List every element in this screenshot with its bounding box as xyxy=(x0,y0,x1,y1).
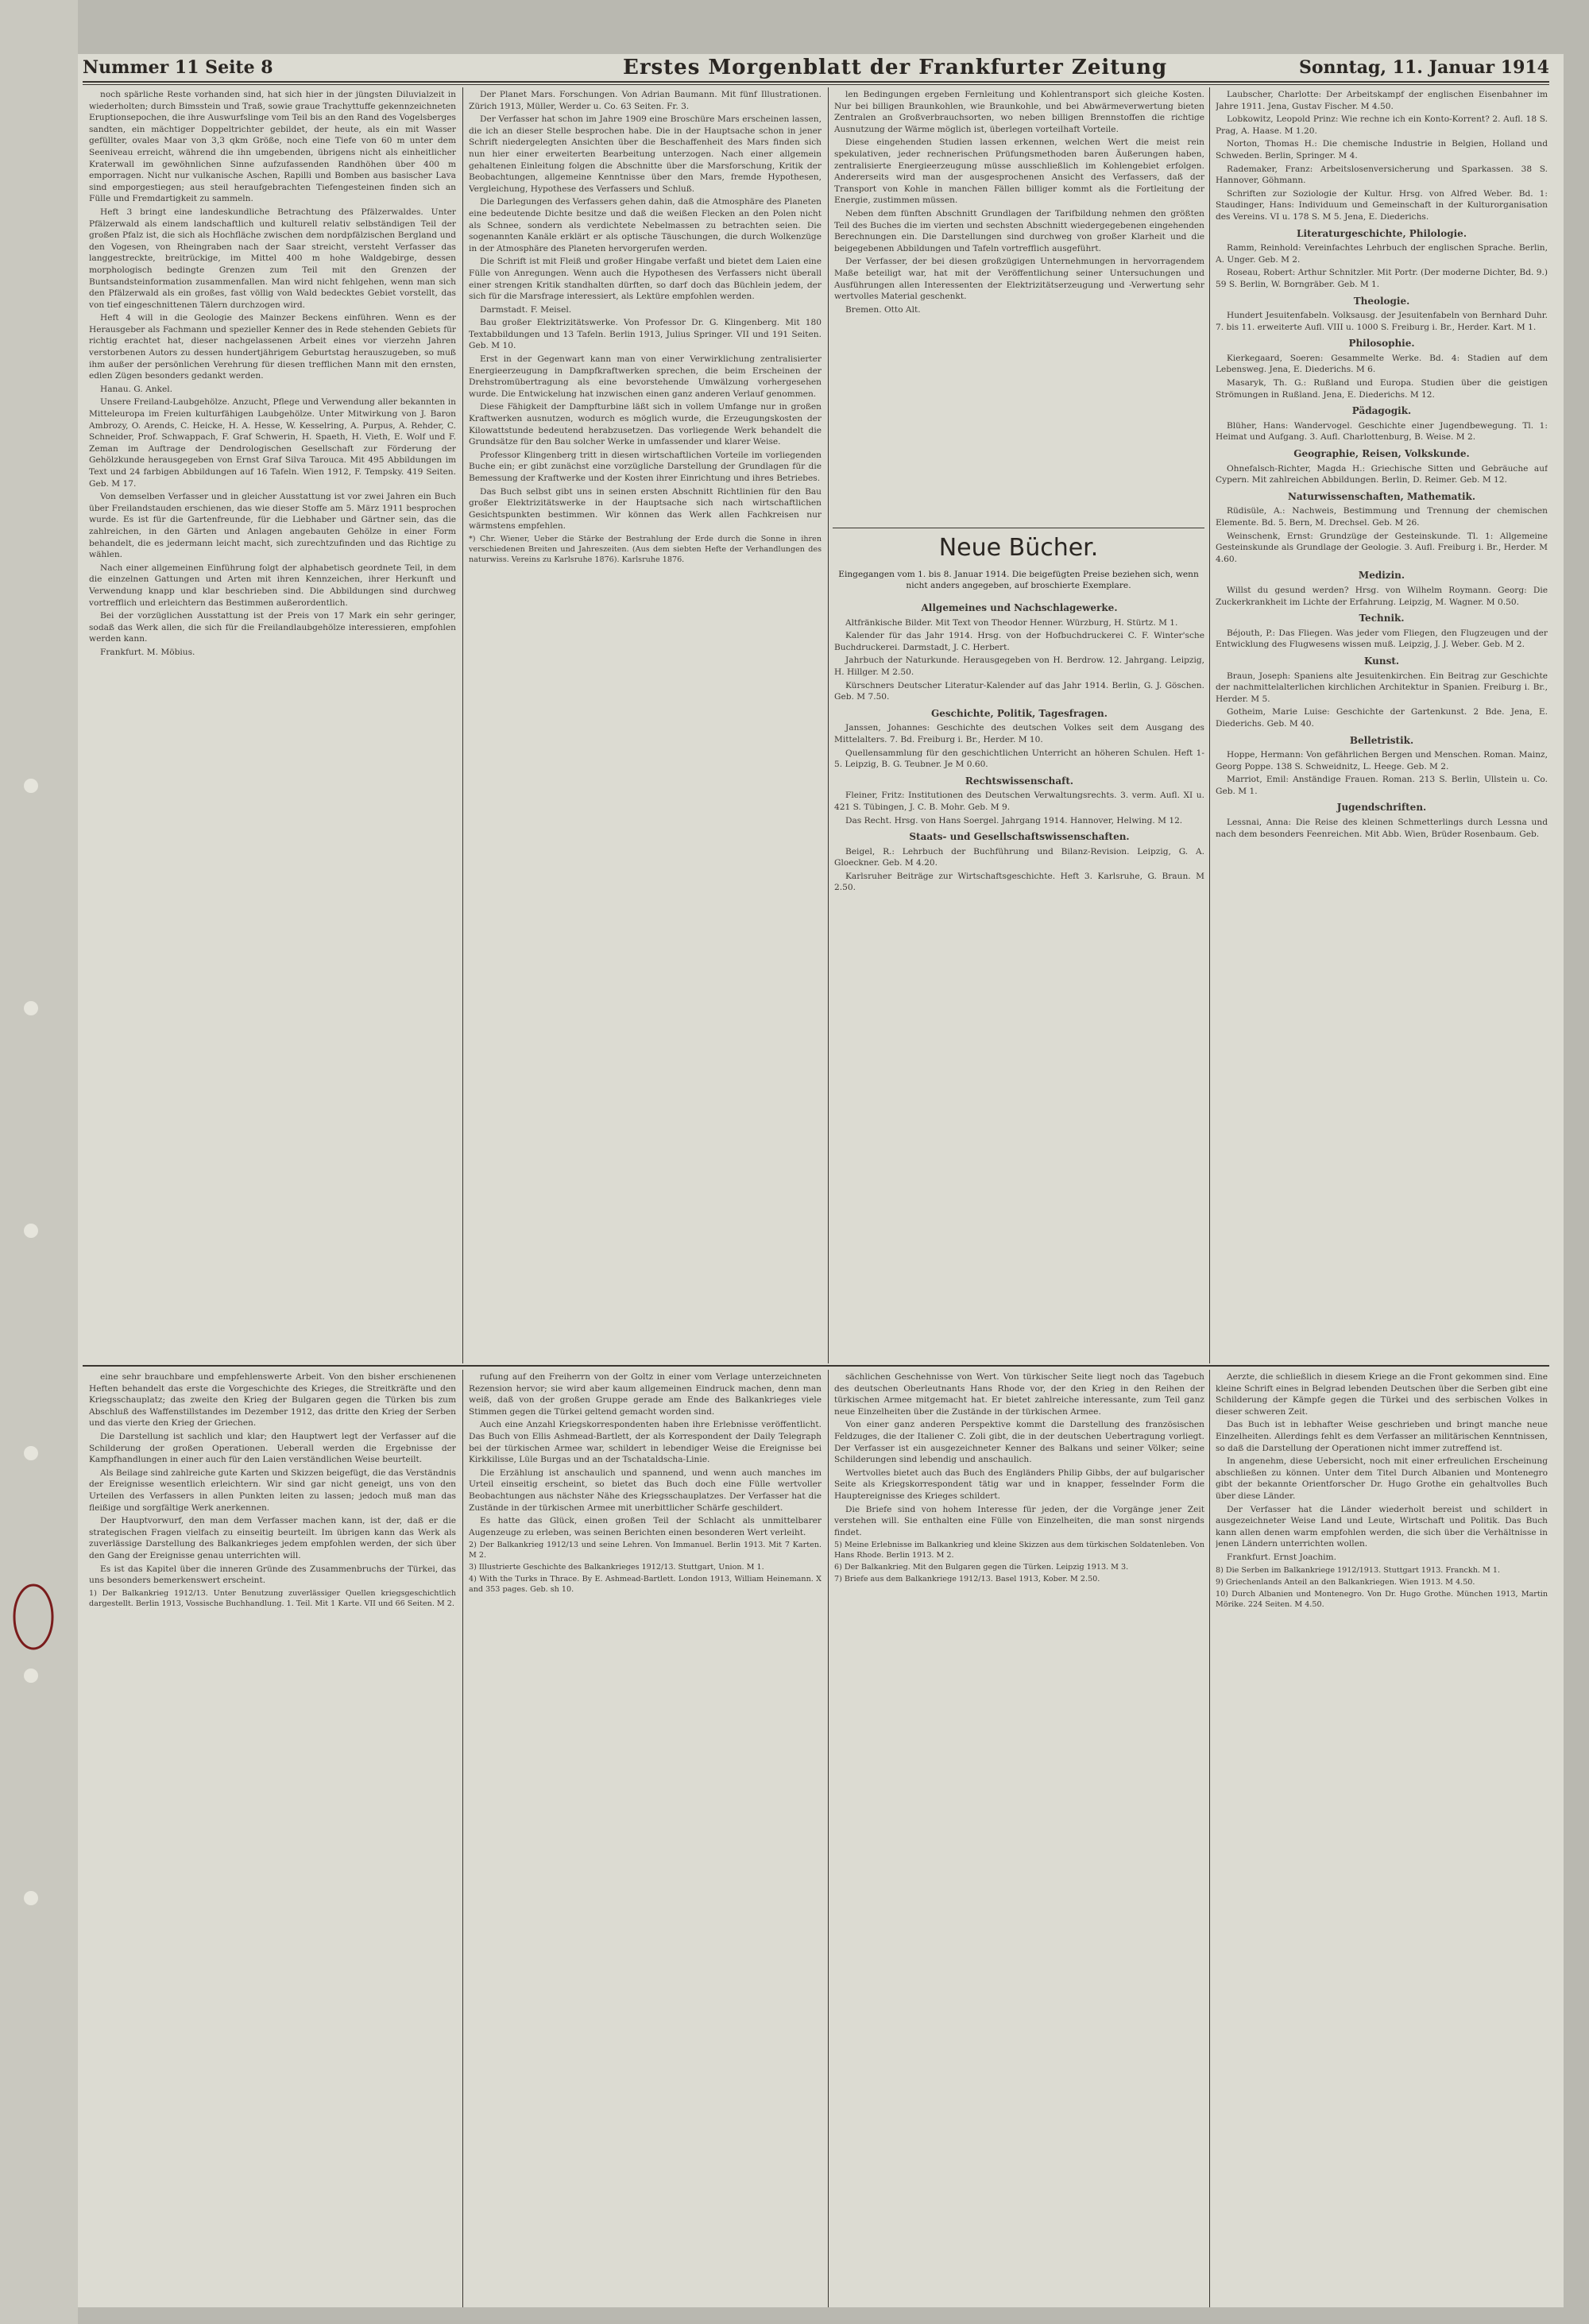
paragraph: Heft 4 will in die Geologie des Mainzer Beckens einführen. Wenn es der Herausgeber als Fachmann und spezieller Kenner des in Rede stehenden Gebiets für richtig erachtet hat, dieser nachgelassenen Arbeit eines vor vierzehn Jahren verstorbenen Autors zu dessen hundertjährigem Geburtstag herauszugeben, so muß ihm außer der persönlichen Verehrung für diesen trefflichen Mann mit den ernsten, edlen Zügen besonders gedankt werden. xyxy=(89,313,456,381)
section-heading: Jugendschriften. xyxy=(1336,802,1427,814)
column-divider xyxy=(1209,87,1210,1363)
newspaper-title: Erstes Morgenblatt der Frankfurter Zeitung xyxy=(623,56,1168,79)
paragraph: Schriften zur Soziologie der Kultur. Hrsg. von Alfred Weber. Bd. 1: Staudinger, Hans: Individuum und Gemeinschaft in der Kulturorganisation des Vereins. VI u. 178 S. M 5. Jena, E. Diederichs. xyxy=(1216,188,1548,222)
footnote: 3) Illustrierte Geschichte des Balkankrieges 1912/13. Stuttgart, Union. M 1. xyxy=(469,1563,764,1572)
paragraph: Quellensammlung für den geschichtlichen Unterricht an höheren Schulen. Heft 1-5. Leipzig, B. G. Teubner. Je M 0.60. xyxy=(834,748,1204,770)
column-2 xyxy=(469,89,822,1360)
section-heading: Geographie, Reisen, Volkskunde. xyxy=(1293,448,1470,460)
paragraph: Hundert Jesuitenfabeln. Volksausg. der Jesuitenfabeln von Bernhard Duhr. 7. bis 11. erweiterte Aufl. VIII u. 1000 S. Freiburg i. Br., Herder. Kart. M 1. xyxy=(1216,311,1548,332)
paragraph: In angenehm, diese Uebersicht, noch mit einer erfreulichen Erscheinung abschließen zu können. Unter dem Titel Durch Albanien und Montenegro gibt der bekannte Orientforscher Dr. Hugo Grothe ein gehaltvolles Buch über diese Länder. xyxy=(1216,1456,1548,1501)
masthead-rule xyxy=(83,81,1549,83)
paragraph: Erst in der Gegenwart kann man von einer Verwirklichung zentralisierter Energieerzeugung in Dampfkraftwerken sprechen, die beim Erscheinen der Drehstromübertragung als eine bevorstehende Umwälzung vorhergesehen wurde. Die Entwickelung hat inzwischen einen ganz anderen Verlauf genommen. xyxy=(469,354,822,399)
paragraph: eine sehr brauchbare und empfehlenswerte Arbeit. Von den bisher erschienenen Heften behandelt das erste die Vorgeschichte des Krieges, die Streitkräfte und den Kriegsschauplatz; das zweite den Krieg der Bulgaren gegen die Türken bis zum Abschluß des Waffenstillstandes im Dezember 1912, das dritte den Krieg der Serben und das vierte den Krieg der Griechen. xyxy=(89,1372,456,1429)
paragraph: Béjouth, P.: Das Fliegen. Was jeder vom Fliegen, den Flugzeugen und der Entwicklung des Flugwesens wissen muß. Leipzig, J. J. Weber. Geb. M 2. xyxy=(1216,628,1548,650)
paragraph: len Bedingungen ergeben Fernleitung und Kohlentransport sich gleiche Kosten. Nur bei billigen Braunkohlen, wie Braunkohle, und bei Abwärmeverwertung bieten Zentralen an Großverbrauchsorten, wo neben billigen Brennstoffen die richtige Ausnutzung der Wärme möglich ist, überlegen vorteilhaft Vorteile. xyxy=(834,90,1204,134)
paragraph: Kürschners Deutscher Literatur-Kalender auf das Jahr 1914. Berlin, G. J. Göschen. Geb. M 7.50. xyxy=(834,680,1204,702)
section-rule xyxy=(83,1365,1549,1367)
paragraph: Kalender für das Jahr 1914. Hrsg. von der Hofbuchdruckerei C. F. Winter'sche Buchdruckerei. Darmstadt, J. C. Herbert. xyxy=(834,631,1204,652)
binding-hole xyxy=(24,1891,38,1905)
section-heading: Philosophie. xyxy=(1348,338,1415,350)
paragraph: Frankfurt. Ernst Joachim. xyxy=(1227,1552,1336,1562)
paragraph: Rademaker, Franz: Arbeitslosenversicherung und Sparkassen. 38 S. Hannover, Göhmann. xyxy=(1216,164,1548,186)
paragraph: Karlsruher Beiträge zur Wirtschaftsgeschichte. Heft 3. Karlsruhe, G. Braun. M 2.50. xyxy=(834,871,1204,893)
section-heading: Medizin. xyxy=(1358,570,1405,582)
footnote: 7) Briefe aus dem Balkankriege 1912/13. Basel 1913, Kober. M 2.50. xyxy=(834,1575,1100,1584)
section-heading: Technik. xyxy=(1359,613,1405,625)
paragraph: Hoppe, Hermann: Von gefährlichen Bergen und Menschen. Roman. Mainz, Georg Poppe. 138 S. Schweidnitz, L. Heege. Geb. M 2. xyxy=(1216,750,1548,771)
binding-edge xyxy=(0,0,78,2324)
paragraph: Ohnefalsch-Richter, Magda H.: Griechische Sitten und Gebräuche auf Cypern. Mit zahlreichen Abbildungen. Berlin, D. Reimer. Geb. M 12. xyxy=(1216,463,1548,485)
paragraph: Rüdisüle, A.: Nachweis, Bestimmung und Trennung der chemischen Elemente. Bd. 5. Bern, M. Drechsel. Geb. M 26. xyxy=(1216,506,1548,528)
bottom-column-3 xyxy=(834,1371,1204,2301)
paragraph: Unsere Freiland-Laubgehölze. Anzucht, Pflege und Verwendung aller bekannten in Mitteleuropa im Freien kulturfähigen Laubgehölze. Unter Mitwirkung von J. Baron Ambrozy, O. Arends, C. Heicke, H. A. Hesse, W. Kesselring, A. Purpus, A. Rehder, C. Schneider, Prof. Schwappach, F. Graf Schwerin, H. Spaeth, H. Vieth, E. Wolf und F. Zeman im Auftrage der Dendrologischen Gesellschaft zur Förderung der Gehölzkunde herausgegeben von Ernst Graf Silva Tarouca. Mit 495 Abbildungen im Text und 24 farbigen Abbildungen auf 16 Tafeln. Wien 1912, F. Tempsky. 419 Seiten. Geb. M 17. xyxy=(89,397,456,489)
masthead-rule-thin xyxy=(83,84,1549,85)
footnote: 6) Der Balkankrieg. Mit den Bulgaren gegen die Türken. Leipzig 1913. M 3. xyxy=(834,1563,1129,1572)
paragraph: Kierkegaard, Soeren: Gesammelte Werke. Bd. 4: Stadien auf dem Lebensweg. Jena, E. Diederichs. M 6. xyxy=(1216,353,1548,375)
paragraph: Neben dem fünften Abschnitt Grundlagen der Tarifbildung nehmen den größten Teil des Buches die im vierten und sechsten Abschnitt wiedergegebenen eingehenden Berechnungen ein. Die Darstellungen sind durchweg von großer Klarheit und die beigegebenen Abbildungen und Tafeln vortrefflich ausgeführt. xyxy=(834,208,1204,253)
paragraph: Die Darstellung ist sachlich und klar; den Hauptwert legt der Verfasser auf die Schilderung der großen Operationen. Ueberall werden die Ergebnisse der Kampfhandlungen in einer auch für den Laien verständlichen Weise beurteilt. xyxy=(89,1431,456,1465)
paragraph: Jahrbuch der Naturkunde. Herausgegeben von H. Berdrow. 12. Jahrgang. Leipzig, H. Hillger. M 2.50. xyxy=(834,655,1204,677)
paragraph: Bei der vorzüglichen Ausstattung ist der Preis von 17 Mark ein sehr geringer, sodaß das Werk allen, die sich für die Freilandlaubgehölze interessieren, empfohlen werden kann. xyxy=(89,611,456,644)
paragraph: Gotheim, Marie Luise: Geschichte der Gartenkunst. 2 Bde. Jena, E. Diederichs. Geb. M 40. xyxy=(1216,707,1548,729)
paragraph: Marriot, Emil: Anständige Frauen. Roman. 213 S. Berlin, Ullstein u. Co. Geb. M 1. xyxy=(1216,775,1548,796)
footnote: 1) Der Balkankrieg 1912/13. Unter Benutzung zuverlässiger Quellen kriegsgeschichtlich dargestellt. Berlin 1913, Vossische Buchhandlung. 1. Teil. Mit 1 Karte. VII und 66 Seiten. M 2. xyxy=(89,1588,456,1608)
library-stamp-icon xyxy=(10,1581,57,1653)
section-heading: Pädagogik. xyxy=(1351,405,1412,417)
column-1 xyxy=(89,89,456,1360)
paragraph: Bau großer Elektrizitätswerke. Von Professor Dr. G. Klingenberg. Mit 180 Textabbildungen und 13 Tafeln. Berlin 1913, Julius Springer. VII und 191 Seiten. Geb. M 10. xyxy=(469,318,822,351)
paragraph: Auch eine Anzahl Kriegskorrespondenten haben ihre Erlebnisse veröffentlicht. Das Buch von Ellis Ashmead-Bartlett, der als Korrespondent der Daily Telegraph bei der türkischen Armee war, schildert in lebendiger Weise die Ereignisse bei Kirkkilisse, Lüle Burgas und an der Tschataldscha-Linie. xyxy=(469,1420,822,1465)
issue-number: Nummer 11 Seite 8 xyxy=(83,57,273,78)
paragraph: Das Recht. Hrsg. von Hans Soergel. Jahrgang 1914. Hannover, Helwing. M 12. xyxy=(845,815,1183,826)
paragraph: Das Buch ist in lebhafter Weise geschrieben und bringt manche neue Einzelheiten. Allerdings fehlt es dem Verfasser an militärischen Kenntnissen, so daß die Darstellung der Operationen nicht immer zutreffend ist. xyxy=(1216,1420,1548,1453)
paragraph: Es hatte das Glück, einen großen Teil der Schlacht als unmittelbarer Augenzeuge zu erleben, was seinen Berichten einen besonderen Wert verleiht. xyxy=(469,1516,822,1537)
issue-date: Sonntag, 11. Januar 1914 xyxy=(1299,57,1549,78)
paragraph: Braun, Joseph: Spaniens alte Jesuitenkirchen. Ein Beitrag zur Geschichte der nachmittelalterlichen kirchlichen Architektur in Spanien. Freiburg i. Br., Herder. M 5. xyxy=(1216,671,1548,704)
column-divider xyxy=(828,87,829,1363)
paragraph: Masaryk, Th. G.: Rußland und Europa. Studien über die geistigen Strömungen in Rußland. Jena, E. Diederichs. M 12. xyxy=(1216,378,1548,400)
paragraph: noch spärliche Reste vorhanden sind, hat sich hier in der jüngsten Diluvialzeit in wiederholten; durch Bimsstein und Traß, sowie graue Trachyttuffe gekennzeichneten Eruptionsepochen, die ihre Auswurfslinge vom Teil bis an den Rand des Vogelsberges sandten, ein mächtiger Doppeltrichter gebildet, der heute, als ein mit Wasser gefüllter, ovales Maar von 3,3 qkm Größe, noch eine Tiefe von 60 m unter dem Seeniveau erreicht, während die ihn umgebenden, übrigens nicht als einheitlicher Kraterwall im gewöhnlichen Sinne aufzufassenden Randhöhen über 400 m emporragen. Nicht nur vulkanische Aschen, Rapilli und Bomben aus basischer Lava sind emporgestiegen; aus steil heraufgebrachten Tiefengesteinen finden sich an Fülle und Fremdartigkeit zu sammeln. xyxy=(89,90,456,204)
section-heading: Kunst. xyxy=(1363,655,1400,667)
paragraph: Norton, Thomas H.: Die chemische Industrie in Belgien, Holland und Schweden. Berlin, Springer. M 4. xyxy=(1216,139,1548,160)
footnote: 8) Die Serben im Balkankriege 1912/1913. Stuttgart 1913. Franckh. M 1. xyxy=(1216,1565,1501,1575)
paragraph: Das Buch selbst gibt uns in seinen ersten Abschnitt Richtlinien für den Bau großer Elektrizitätswerke in der Hauptsache sich nach wirtschaftlichen Gesichtspunkten bestimmen. Wir können das Werk allen Fachkreisen nur wärmstens empfehlen. xyxy=(469,486,822,532)
bottom-column-1 xyxy=(89,1371,456,2301)
paragraph: Beigel, R.: Lehrbuch der Buchführung und Bilanz-Revision. Leipzig, G. A. Gloeckner. Geb. M 4.20. xyxy=(834,846,1204,868)
section-heading: Naturwissenschaften, Mathematik. xyxy=(1287,490,1476,502)
paragraph: Die Darlegungen des Verfassers gehen dahin, daß die Atmosphäre des Planeten eine bedeutende Dichte besitze und daß die weißen Flecken an den Polen nicht als Schnee, sondern als verdichtete Nebelmassen zu betrachten seien. Die sogenannten Kanäle erklärt er als optische Täuschungen, die durch Wolkenzüge in der Atmosphäre des Planeten hervorgerufen werden. xyxy=(469,197,822,253)
paragraph: Die Schrift ist mit Fleiß und großer Hingabe verfaßt und bietet dem Laien eine Fülle von Anregungen. Wenn auch die Hypothesen des Verfassers nicht überall einer strengen Kritik standhalten dürften, so darf doch das Büchlein jedem, der sich für die Marsfrage interessiert, als Lektüre empfohlen werden. xyxy=(469,257,822,302)
paragraph: Die Briefe sind von hohem Interesse für jeden, der die Vorgänge jener Zeit verstehen will. Sie enthalten eine Fülle von Einzelheiten, die man sonst nirgends findet. xyxy=(834,1504,1204,1537)
binding-hole xyxy=(24,779,38,793)
paragraph: Die Erzählung ist anschaulich und spannend, und wenn auch manches im Urteil einseitig erscheint, so bietet das Buch doch eine Fülle wertvoller Beobachtungen aus nächster Nähe des Kriegsschauplatzes. Der Verfasser hat die Zustände in der türkischen Armee mit unerbittlicher Schärfe geschildert. xyxy=(469,1467,822,1513)
paragraph: Janssen, Johannes: Geschichte des deutschen Volkes seit dem Ausgang des Mittelalters. 7. Bd. Freiburg i. Br., Herder. M 10. xyxy=(834,723,1204,744)
neue-buecher-heading: Neue Bücher. xyxy=(938,534,1099,562)
footnote: 10) Durch Albanien und Montenegro. Von Dr. Hugo Grothe. München 1913, Martin Mörike. 224 Seiten. M 4.50. xyxy=(1216,1589,1548,1609)
paragraph: Blüher, Hans: Wandervogel. Geschichte einer Jugendbewegung. Tl. 1: Heimat und Aufgang. 3. Aufl. Charlottenburg, B. Weise. M 2. xyxy=(1216,420,1548,443)
paragraph: sächlichen Geschehnisse von Wert. Von türkischer Seite liegt noch das Tagebuch des deutschen Oberleutnants Hans Rhode vor, der den Krieg in den Reihen der türkischen Armee mitgemacht hat. Er bietet zahlreiche interessante, zum Teil ganz neue Einzelheiten über die Zustände in der türkischen Armee. xyxy=(834,1372,1204,1417)
paragraph: Hanau. G. Ankel. xyxy=(100,384,172,394)
section-heading: Geschichte, Politik, Tagesfragen. xyxy=(931,707,1108,719)
paragraph: Der Planet Mars. Forschungen. Von Adrian Baumann. Mit fünf Illustrationen. Zürich 1913, Müller, Werder u. Co. 63 Seiten. Fr. 3. xyxy=(469,90,822,111)
section-heading: Belletristik. xyxy=(1349,734,1414,746)
paragraph: Diese eingehenden Studien lassen erkennen, welchen Wert die meist rein spekulativen, jeder rechnerischen Prüfungsmethoden baren Äußerungen haben, zentralisierte Energieerzeugung müsse ausschließlich im Kohlengebiet erfolgen. Andererseits wird man der ausgesprochenen Ansicht des Verfassers, daß der Transport von Kohle in manchen Fällen billiger kommt als die Fortleitung der Energie, zustimmen müssen. xyxy=(834,137,1204,206)
binding-hole xyxy=(24,1224,38,1238)
paragraph: Nach einer allgemeinen Einführung folgt der alphabetisch geordnete Teil, in dem die einzelnen Gattungen und Arten mit ihren Kennzeichen, ihrer Herkunft und Verwendung knapp und klar beschrieben sind. Die Abbildungen sind durchweg vortrefflich und erleichtern das Bestimmen außerordentlich. xyxy=(89,563,456,608)
binding-hole xyxy=(24,1669,38,1683)
paragraph: Heft 3 bringt eine landeskundliche Betrachtung des Pfälzerwaldes. Unter Pfälzerwald als einem landschaftlich und kulturell relativ selbständigen Teil der großen Pfalz ist, die sich als Hochfläche zwischen dem nordpfälzischen Bergland und den Vogesen, von Rheingraben nach der Saar streicht, versteht Verfasser das langgestreckte, breitrückige, im Mittel 400 m hohe Waldgebirge, dessen morphologisch bedingte Grenzen zum Teil mit den Grenzen der Buntsandsteinformation zusammenfallen. Man wird nicht fehlgehen, wenn man sich den Pfälzerwald als ein großes, fast völlig von Wald bedecktes Gebiet vorstellt, das von tief eingeschnittenen Tälern durchzogen wird. xyxy=(89,207,456,310)
paragraph: Lobkowitz, Leopold Prinz: Wie rechne ich ein Konto-Korrent? 2. Aufl. 18 S. Prag, A. Haase. M 1.20. xyxy=(1216,114,1548,136)
paragraph: Von einer ganz anderen Perspektive kommt die Darstellung des französischen Feldzuges, die der Italiener C. Zoli gibt, die in der deutschen Uebertragung vorliegt. Der Verfasser ist ein ausgezeichneter Kenner des Balkans und seiner Völker; seine Schilderungen sind lebendig und anschaulich. xyxy=(834,1420,1204,1465)
paragraph: Ramm, Reinhold: Vereinfachtes Lehrbuch der englischen Sprache. Berlin, A. Unger. Geb. M 2. xyxy=(1216,243,1548,265)
section-heading: Staats- und Gesellschaftswissenschaften. xyxy=(909,831,1130,843)
binding-hole xyxy=(24,1446,38,1460)
section-heading: Rechtswissenschaft. xyxy=(965,775,1074,787)
paragraph: Von demselben Verfasser und in gleicher Ausstattung ist vor zwei Jahren ein Buch über Freilandstauden erschienen, das wie dieser Stoffe am 5. März 1911 besprochen wurde. Es ist für die Gartenfreunde, für die Liebhaber und Gärtner sein, das die zahlreichen, in den Gärten und Anlagen angebauten Gehölze in einer Form behandelt, die es jedermann leicht macht, sich zurechtzufinden und das Richtige zu wählen. xyxy=(89,492,456,560)
masthead xyxy=(83,57,1549,81)
footnote: 2) Der Balkankrieg 1912/13 und seine Lehren. Von Immanuel. Berlin 1913. Mit 7 Karten. M 2. xyxy=(469,1541,822,1560)
binding-hole xyxy=(24,1001,38,1015)
footnote: *) Chr. Wiener, Ueber die Stärke der Bestrahlung der Erde durch die Sonne in ihren verschiedenen Breiten und Jahreszeiten. (Aus dem siebten Hefte der Verhandlungen des naturwiss. Vereins zu Karlsruhe 1876). Karlsruhe 1876. xyxy=(469,534,822,564)
column-3-top xyxy=(834,89,1204,524)
paragraph: Altfränkische Bilder. Mit Text von Theodor Henner. Würzburg, H. Stürtz. M 1. xyxy=(845,617,1178,628)
paragraph: Frankfurt. M. Möbius. xyxy=(100,647,195,657)
paragraph: Darmstadt. F. Meisel. xyxy=(480,304,572,315)
paragraph: Fleiner, Fritz: Institutionen des Deutschen Verwaltungsrechts. 3. verm. Aufl. XI u. 421 S. Tübingen, J. C. B. Mohr. Geb. M 9. xyxy=(834,791,1204,812)
paragraph: Laubscher, Charlotte: Der Arbeitskampf der englischen Eisenbahner im Jahre 1911. Jena, Gustav Fischer. M 4.50. xyxy=(1216,90,1548,111)
column-divider xyxy=(462,87,463,1363)
column-4-listings xyxy=(1216,89,1548,1360)
bottom-column-4 xyxy=(1216,1371,1548,2301)
column-3-listings xyxy=(834,597,1204,1360)
footnote: 9) Griechenlands Anteil an den Balkankriegen. Wien 1913. M 4.50. xyxy=(1216,1577,1475,1587)
paragraph: Der Hauptvorwurf, den man dem Verfasser machen kann, ist der, daß er die strategischen Fragen vielfach zu einseitig beurteilt. Im übrigen kann das Werk als zuverlässige Darstellung des Balkankrieges jedem empfohlen werden, der sich über den Gang der Ereignisse genau unterrichten will. xyxy=(89,1516,456,1560)
paragraph: Weinschenk, Ernst: Grundzüge der Gesteinskunde. Tl. 1: Allgemeine Gesteinskunde als Grundlage der Geologie. 3. Aufl. Freiburg i. Br., Herder. M 4.60. xyxy=(1216,531,1548,564)
paragraph: Willst du gesund werden? Hrsg. von Wilhelm Roymann. Georg: Die Zuckerkrankheit im Lichte der Erfahrung. Leipzig, M. Wagner. M 0.50. xyxy=(1216,585,1548,607)
paragraph: Lessnai, Anna: Die Reise des kleinen Schmetterlings durch Lessna und nach dem besonders Feenreichen. Mit Abb. Wien, Brüder Rosenbaum. Geb. xyxy=(1216,818,1548,839)
paragraph: Der Verfasser, der bei diesen großzügigen Unternehmungen in hervorragendem Maße beteiligt war, hat mit der Veröffentlichung seiner Untersuchungen und Ausführungen allen Interessenten der Elektrizitätserzeugung und -Verwertung sehr wertvolles Material geschenkt. xyxy=(834,257,1204,302)
column-divider xyxy=(462,1370,463,2307)
column-divider xyxy=(828,1370,829,2307)
footnote: 5) Meine Erlebnisse im Balkankrieg und kleine Skizzen aus dem türkischen Soldatenleben. Von Hans Rhode. Berlin 1913. M 2. xyxy=(834,1541,1204,1560)
paragraph: Diese Fähigkeit der Dampfturbine läßt sich in vollem Umfange nur in großen Kraftwerken ausnutzen, wodurch es möglich wurde, die Erzeugungskosten der Kilowattstunde bedeutend herabzusetzen. Das vorliegende Werk behandelt die Grundsätze für den Bau solcher Werke in umfassender und klarer Weise. xyxy=(469,402,822,447)
paragraph: Professor Klingenberg tritt in diesen wirtschaftlichen Vorteile im vorliegenden Buche ein; er gibt zunächst eine vorzügliche Darstellung der Grundlagen für die Bemessung der Kraftwerke und der Kosten ihrer Einrichtung und ihres Betriebes. xyxy=(469,450,822,483)
paragraph: Roseau, Robert: Arthur Schnitzler. Mit Portr. (Der moderne Dichter, Bd. 9.) 59 S. Berlin, W. Borngräber. Geb. M 1. xyxy=(1216,268,1548,289)
paragraph: Der Verfasser hat schon im Jahre 1909 eine Broschüre Mars erscheinen lassen, die ich an dieser Stelle besprochen habe. Die in der Hauptsache schon in jener Schrift niedergelegten Ansichten über die Beschaffenheit des Mars finden sich nun hier einer erweiterten Bearbeitung unterzogen. Nach einer allgemein gehaltenen Einleitung folgen die Abschnitte über die Marsforschung, Kritik der Beobachtungen, allgemeine Kenntnisse über den Mars, fremde Hypothesen, Vergleichung, Hypothese des Verfassers und Schluß. xyxy=(469,114,822,194)
section-heading: Literaturgeschichte, Philologie. xyxy=(1297,227,1467,239)
bottom-column-2 xyxy=(469,1371,822,2301)
paragraph: Der Verfasser hat die Länder wiederholt bereist und schildert in ausgezeichneter Weise Land und Leute, Wirtschaft und Politik. Das Buch kann allen denen warm empfohlen werden, die sich über die Verhältnisse in jenen Ländern unterrichten wollen. xyxy=(1216,1504,1548,1549)
paragraph: Es ist das Kapitel über die inneren Gründe des Zusammenbruchs der Türkei, das uns besonders bemerkenswert erscheint. xyxy=(89,1564,456,1586)
paragraph: Aerzte, die schließlich in diesem Kriege an die Front gekommen sind. Eine kleine Schrift eines in Belgrad lebenden Deutschen über die Serben gibt eine Schilderung der Kämpfe gegen die Türkei und des serbischen Volkes in dieser schweren Zeit. xyxy=(1216,1372,1548,1417)
footnote: 4) With the Turks in Thrace. By E. Ashmead-Bartlett. London 1913, William Heinemann. X and 353 pages. Geb. sh 10. xyxy=(469,1575,822,1595)
section-heading: Theologie. xyxy=(1353,295,1410,307)
paragraph: Wertvolles bietet auch das Buch des Engländers Philip Gibbs, der auf bulgarischer Seite als Kriegskorrespondent tätig war und in knapper, fesselnder Form die Hauptereignisse des Krieges schildert. xyxy=(834,1467,1204,1501)
section-heading: Allgemeines und Nachschlagewerke. xyxy=(921,602,1118,613)
paragraph: Bremen. Otto Alt. xyxy=(845,304,921,315)
neue-buecher-note: Eingegangen vom 1. bis 8. Januar 1914. Die beigefügten Preise beziehen sich, wenn nicht anders angegeben, auf broschierte Exemplare. xyxy=(838,570,1199,590)
column-divider xyxy=(1209,1370,1210,2307)
paragraph: rufung auf den Freiherrn von der Goltz in einer vom Verlage unterzeichneten Rezension hervor; sie wird aber kaum allgemeinen Eindruck machen, denn man weiß, daß von der großen Gruppe gerade am Ende des Balkankrieges viele Stimmen gegen die Türkei geltend gemacht worden sind. xyxy=(469,1372,822,1417)
paragraph: Als Beilage sind zahlreiche gute Karten und Skizzen beigefügt, die das Verständnis der Ereignisse wesentlich erleichtern. Wir sind gar nicht geneigt, uns von den Urteilen des Verfassers in allen Punkten leiten zu lassen; jedoch muß man das fleißige und sorgfältige Werk anerkennen. xyxy=(89,1467,456,1513)
